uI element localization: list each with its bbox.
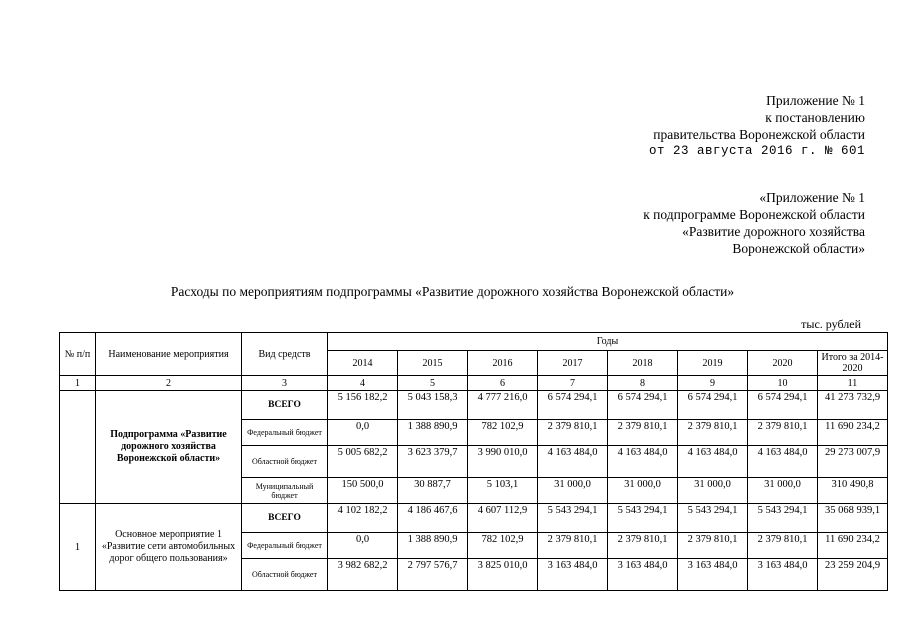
amount-cell: 2 379 810,1 — [748, 420, 818, 446]
amount-cell: 3 163 484,0 — [678, 559, 748, 591]
amount-cell: 0,0 — [328, 420, 398, 446]
amount-cell: 35 068 939,1 — [818, 504, 888, 533]
amount-cell: 3 825 010,0 — [468, 559, 538, 591]
amount-cell: 0,0 — [328, 533, 398, 559]
amount-cell: 30 887,7 — [398, 478, 468, 504]
amount-cell: 4 163 484,0 — [608, 446, 678, 478]
document-title: Расходы по мероприятиям подпрограммы «Развитие дорожного хозяйства Воронежской области» — [170, 284, 735, 299]
header-line: Воронежской области» — [732, 241, 865, 256]
fund-type-cell: Областной бюджет — [242, 446, 328, 478]
year-header: 2015 — [398, 351, 468, 376]
amount-cell: 4 102 182,2 — [328, 504, 398, 533]
column-index-cell: 7 — [538, 376, 608, 391]
subprogram-appendix-header — [643, 189, 865, 257]
fund-type-cell: Федеральный бюджет — [242, 420, 328, 446]
fund-type-cell: Федеральный бюджет — [242, 533, 328, 559]
amount-cell: 4 163 484,0 — [538, 446, 608, 478]
header-line: к постановлению — [765, 110, 865, 125]
amount-cell: 5 043 158,3 — [398, 391, 468, 420]
amount-cell: 3 982 682,2 — [328, 559, 398, 591]
amount-cell: 5 103,1 — [468, 478, 538, 504]
column-index-cell: 6 — [468, 376, 538, 391]
amount-cell: 1 388 890,9 — [398, 420, 468, 446]
amount-cell: 2 379 810,1 — [608, 533, 678, 559]
amount-cell: 31 000,0 — [678, 478, 748, 504]
activity-name-cell: Основное мероприятие 1 «Развитие сети автомобильных дорог общего пользования» — [96, 504, 242, 591]
header-line: правительства Воронежской области — [653, 127, 865, 142]
amount-cell: 5 543 294,1 — [748, 504, 818, 533]
amount-cell: 1 388 890,9 — [398, 533, 468, 559]
amount-cell: 5 543 294,1 — [538, 504, 608, 533]
expenses-table — [59, 332, 888, 591]
amount-cell: 310 490,8 — [818, 478, 888, 504]
amount-cell: 5 156 182,2 — [328, 391, 398, 420]
fund-type-cell: Муниципальный бюджет — [242, 478, 328, 504]
amount-cell: 4 186 467,6 — [398, 504, 468, 533]
year-header: 2020 — [748, 351, 818, 376]
column-index-cell: 10 — [748, 376, 818, 391]
amount-cell: 3 163 484,0 — [748, 559, 818, 591]
unit-label: тыс. рублей — [801, 317, 861, 331]
amount-cell: 23 259 204,9 — [818, 559, 888, 591]
amount-cell: 4 163 484,0 — [678, 446, 748, 478]
column-header-number: № п/п — [60, 333, 96, 376]
amount-cell: 3 163 484,0 — [608, 559, 678, 591]
row-number-cell: 1 — [60, 504, 96, 591]
column-index-cell: 9 — [678, 376, 748, 391]
year-header: 2017 — [538, 351, 608, 376]
year-header: 2016 — [468, 351, 538, 376]
amount-cell: 11 690 234,2 — [818, 533, 888, 559]
amount-cell: 6 574 294,1 — [678, 391, 748, 420]
header-line: «Приложение № 1 — [759, 190, 865, 205]
column-index-cell: 4 — [328, 376, 398, 391]
column-index-cell: 1 — [60, 376, 96, 391]
amount-cell: 31 000,0 — [608, 478, 678, 504]
year-header: 2014 — [328, 351, 398, 376]
year-header: 2018 — [608, 351, 678, 376]
amount-cell: 6 574 294,1 — [608, 391, 678, 420]
amount-cell: 29 273 007,9 — [818, 446, 888, 478]
resolution-header — [649, 92, 865, 160]
amount-cell: 782 102,9 — [468, 533, 538, 559]
amount-cell: 5 543 294,1 — [608, 504, 678, 533]
column-header-fund-type: Вид средств — [242, 333, 328, 376]
table-row — [60, 504, 888, 533]
amount-cell: 3 990 010,0 — [468, 446, 538, 478]
amount-cell: 2 797 576,7 — [398, 559, 468, 591]
amount-cell: 4 163 484,0 — [748, 446, 818, 478]
column-index-cell: 2 — [96, 376, 242, 391]
column-header-name: Наименование мероприятия — [96, 333, 242, 376]
amount-cell: 6 574 294,1 — [748, 391, 818, 420]
amount-cell: 2 379 810,1 — [748, 533, 818, 559]
header-line: к подпрограмме Воронежской области — [643, 207, 865, 222]
column-index-cell: 5 — [398, 376, 468, 391]
header-line: «Развитие дорожного хозяйства — [682, 224, 865, 239]
amount-cell: 782 102,9 — [468, 420, 538, 446]
amount-cell: 150 500,0 — [328, 478, 398, 504]
amount-cell: 11 690 234,2 — [818, 420, 888, 446]
amount-cell: 2 379 810,1 — [538, 420, 608, 446]
amount-cell: 2 379 810,1 — [678, 420, 748, 446]
resolution-date-stamp: от 23 августа 2016 г. № 601 — [648, 144, 865, 158]
column-index-cell: 3 — [242, 376, 328, 391]
amount-cell: 31 000,0 — [538, 478, 608, 504]
amount-cell: 5 543 294,1 — [678, 504, 748, 533]
amount-cell: 31 000,0 — [748, 478, 818, 504]
amount-cell: 2 379 810,1 — [608, 420, 678, 446]
amount-cell: 6 574 294,1 — [538, 391, 608, 420]
amount-cell: 2 379 810,1 — [678, 533, 748, 559]
year-header: 2019 — [678, 351, 748, 376]
amount-cell: 5 005 682,2 — [328, 446, 398, 478]
column-header-years: Годы — [328, 333, 888, 351]
header-line: Приложение № 1 — [766, 93, 865, 108]
row-number-cell — [60, 391, 96, 504]
amount-cell: 41 273 732,9 — [818, 391, 888, 420]
column-index-cell: 11 — [818, 376, 888, 391]
amount-cell: 2 379 810,1 — [538, 533, 608, 559]
fund-type-cell: ВСЕГО — [242, 504, 328, 533]
fund-type-cell: ВСЕГО — [242, 391, 328, 420]
fund-type-cell: Областной бюджет — [242, 559, 328, 591]
amount-cell: 4 607 112,9 — [468, 504, 538, 533]
amount-cell: 3 163 484,0 — [538, 559, 608, 591]
column-index-cell: 8 — [608, 376, 678, 391]
year-header: Итого за 2014-2020 — [818, 351, 888, 376]
amount-cell: 3 623 379,7 — [398, 446, 468, 478]
table-row — [60, 391, 888, 420]
amount-cell: 4 777 216,0 — [468, 391, 538, 420]
activity-name-cell: Подпрограмма «Развитие дорожного хозяйства Воронежской области» — [96, 391, 242, 504]
